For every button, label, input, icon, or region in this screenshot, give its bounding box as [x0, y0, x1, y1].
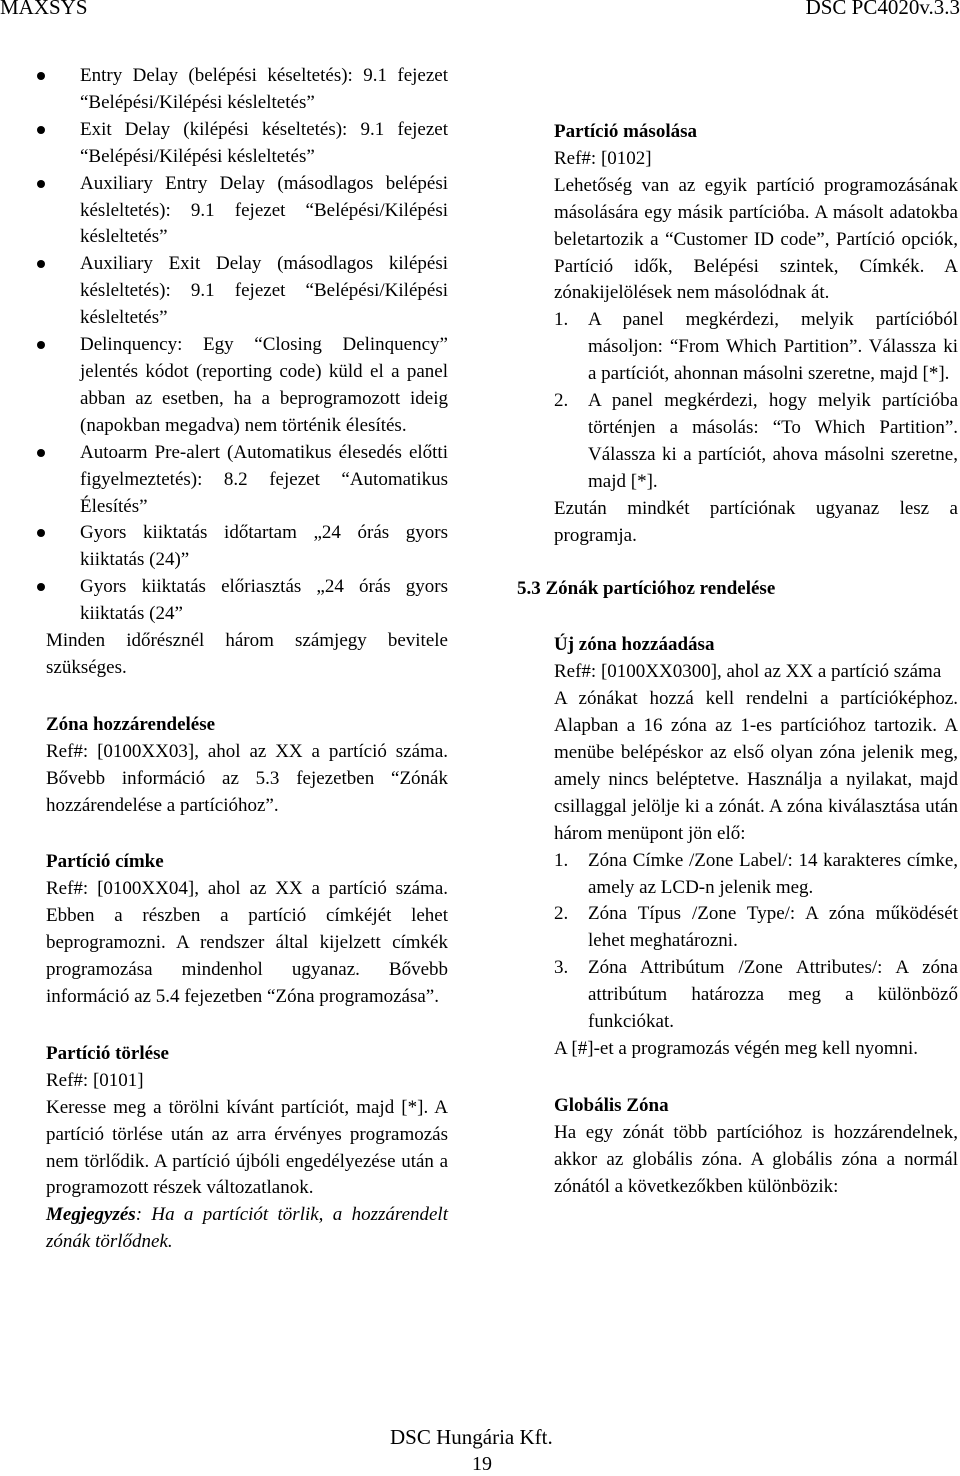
right-column [517, 119, 958, 1201]
bullet-item: Auxiliary Entry Delay (másodlagos belépési késleltetés): 9.1 fejezet “Belépési/Kilépési késleltetés” [46, 171, 448, 252]
bullet-dot-icon [37, 583, 45, 591]
bullet-dot-icon [37, 341, 45, 349]
zona-menu-steps-list [554, 848, 958, 1036]
bullet-dot-icon [37, 260, 45, 268]
section-heading-uj-zona: Új zóna hozzáadása [554, 634, 715, 656]
particio-masolasa-after: Ezután mindkét partíciónak ugyanaz lesz a programja. [554, 497, 958, 546]
bullet-dot-icon [37, 449, 45, 457]
zona-hozzarendelese-text: Ref#: [0100XX03], ahol az XX a partíció száma. Bővebb információ az 5.3 fejezetben “Zónák hozzárendelése a partícióhoz”. [46, 740, 448, 816]
bullet-dot-icon [37, 529, 45, 537]
bullet-item: Delinquency: Egy “Closing Delinquency” jelentés kódot (reporting code) küld el a panel abban az esetben, ha a beprogramozott ideig (napokban megadva) nem történik élesítés. [46, 332, 448, 440]
header-left: MAXSYS [0, 0, 88, 19]
bullet-dot-icon [37, 72, 45, 80]
header-right: DSC PC4020v.3.3 [805, 0, 960, 19]
list-item: 2. A panel megkérdezi, hogy melyik partícióba történjen a másolás: “To Which Partition”. Válassza ki a partíciót, ahova másolni szeretne, majd [*]. [554, 390, 958, 492]
globalis-zona-text: Ha egy zónát több partícióhoz is hozzárendelnek, akkor az globális zóna. A globális zóna a normál zónától a következőkben különbözik: [554, 1121, 958, 1197]
uj-zona-ref: Ref#: [0100XX0300], ahol az XX a partíció száma [554, 661, 942, 683]
left-column [46, 63, 448, 1256]
list-item: 1. Zóna Címke /Zone Label/: 14 karakteres címke, amely az LCD-n jelenik meg. [554, 849, 958, 898]
particio-cimke-text: Ref#: [0100XX04], ahol az XX a partíció száma. Ebben a részben a partíció címkéjét lehet beprogramozni. A rendszer által kijelzett címkék programozása mindenhol ugyanaz. Bővebb információ az 5.4 fejezetben “Zóna programozása”. [46, 878, 448, 1007]
list-item: 3. Zóna Attribútum /Zone Attributes/: A zóna attribútum határozza meg a különböző funkciókat. [554, 957, 958, 1033]
uj-zona-text: A zónákat hozzá kell rendelni a partícióképhoz. Alapban a 16 zóna az 1-es partícióhoz tartozik. A menübe belépéskor az első olyan zóna jelenik meg, amely nincs beléptetve. Használja a nyilakat, majd csillaggal jelölje ki a zónát. A zóna kiválasztása után három menüpont jön elő: [554, 688, 958, 844]
page-number: 19 [472, 1453, 492, 1475]
section-heading-particio-torlese: Partíció törlése [46, 1042, 169, 1064]
particio-torlese-ref: Ref#: [0101] [46, 1069, 144, 1091]
section-heading-globalis-zona: Globális Zóna [554, 1094, 669, 1116]
bullet-dot-icon [37, 180, 45, 188]
section-heading-particio-cimke: Partíció címke [46, 851, 164, 873]
note-text: : Ha a partíciót törlik, a hozzárendelt zónák törlődnek. [46, 1204, 448, 1253]
bullet-item: Entry Delay (belépési késeltetés): 9.1 fejezet “Belépési/Kilépési késleltetés” [46, 63, 448, 117]
section-heading-5-3: 5.3 Zónák partícióhoz rendelése [517, 577, 776, 599]
footer-company: DSC Hungária Kft. [390, 1425, 553, 1449]
masolas-steps-list [554, 307, 958, 495]
bullet-item: Exit Delay (kilépési késeltetés): 9.1 fejezet “Belépési/Kilépési késleltetés” [46, 117, 448, 171]
particio-torlese-note [46, 1202, 448, 1256]
list-item: 1. A panel megkérdezi, melyik partícióból másoljon: “From Which Partition”. Válassza ki a partíciót, ahonnan másolni szeretne, majd [*]. [554, 309, 958, 385]
bullet-item: Gyors kiiktatás előriasztás „24 órás gyors kiiktatás (24” [46, 574, 448, 628]
bullet-item: Auxiliary Exit Delay (másodlagos kilépési késleltetés): 9.1 fejezet “Belépési/Kilépési késleltetés” [46, 251, 448, 332]
bullet-dot-icon [37, 126, 45, 134]
particio-masolasa-ref: Ref#: [0102] [554, 147, 652, 169]
bullet-item: Autoarm Pre-alert (Automatikus élesedés előtti figyelmeztetés): 8.2 fejezet “Automatikus Élesítés” [46, 440, 448, 521]
particio-torlese-text: Keresse meg a törölni kívánt partíciót, majd [*]. A partíció törlése után az arra érvényes programozás nem törlődik. A partíció újbóli engedélyezése után a programozott részek változatlanok. [46, 1096, 448, 1199]
timing-note: Minden időrésznél három számjegy bevitele szükséges. [46, 630, 448, 678]
note-label: Megjegyzés [46, 1204, 136, 1226]
uj-zona-after: A [#]-et a programozás végén meg kell nyomni. [554, 1038, 919, 1059]
bullet-item: Gyors kiiktatás időtartam „24 órás gyors kiiktatás (24)” [46, 520, 448, 574]
list-item: 2. Zóna Típus /Zone Type/: A zóna működését lehet meghatározni. [554, 903, 958, 952]
section-heading-particio-masolasa: Partíció másolása [554, 121, 698, 142]
delay-bullet-list [46, 63, 448, 628]
particio-masolasa-text: Lehetőség van az egyik partíció programozásának másolására egy másik partícióba. A másolt adatokba beletartozik a “Customer ID code”, Partíció opciók, Partíció idők, Belépési szintek, Címkék. A zónakijelölések nem másolódnak át. [554, 174, 958, 304]
section-heading-zona-hozzarendelese: Zóna hozzárendelése [46, 713, 216, 735]
